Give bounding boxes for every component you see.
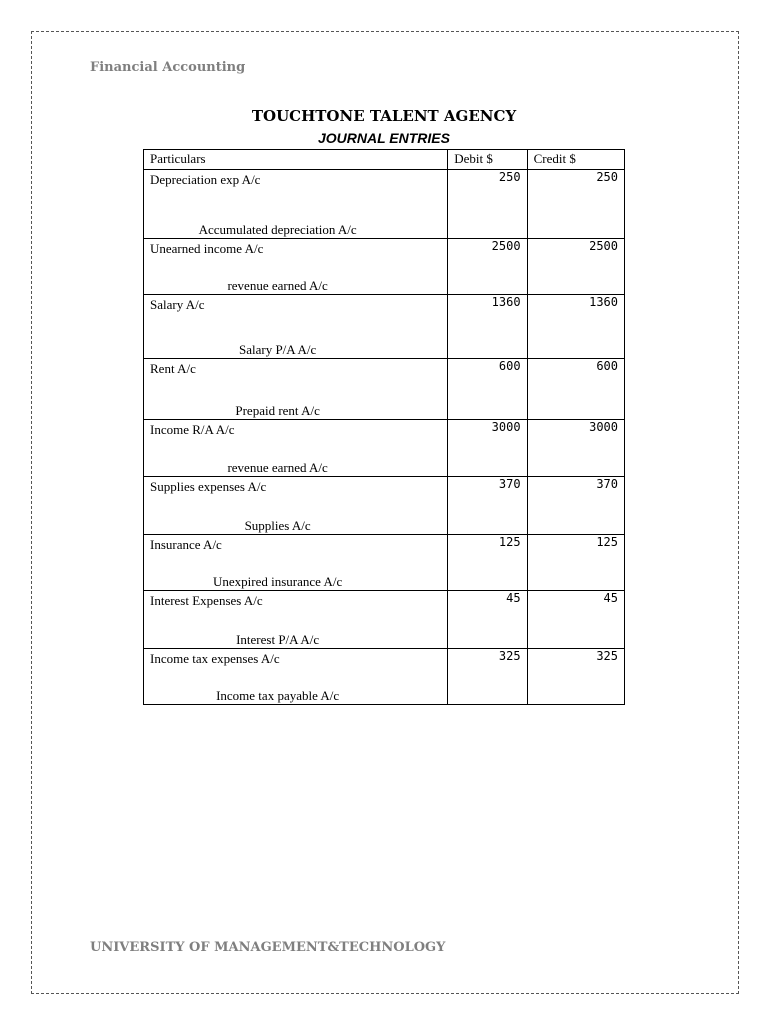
debit-amount: 370 [448, 477, 527, 535]
particulars-cell [144, 535, 448, 591]
document-subtitle: JOURNAL ENTRIES [318, 130, 450, 146]
credit-account: Unexpired insurance A/c [213, 574, 343, 589]
table-row [144, 591, 625, 649]
table-row [144, 359, 625, 420]
debit-amount: 250 [448, 170, 527, 239]
journal-entries-table [143, 149, 625, 705]
debit-account: Salary A/c [150, 297, 205, 312]
credit-amount: 125 [527, 535, 624, 591]
credit-account: Prepaid rent A/c [235, 403, 320, 418]
particulars-cell [144, 649, 448, 705]
credit-amount: 2500 [527, 239, 624, 295]
credit-account: Accumulated depreciation A/c [198, 222, 357, 237]
debit-account: Income tax expenses A/c [150, 651, 280, 666]
credit-amount: 250 [527, 170, 624, 239]
particulars-cell [144, 420, 448, 477]
running-header: Financial Accounting [90, 60, 246, 75]
debit-account: Interest Expenses A/c [150, 593, 263, 608]
debit-account: Insurance A/c [150, 537, 222, 552]
debit-amount: 325 [448, 649, 527, 705]
table-row [144, 535, 625, 591]
debit-account: Income R/A A/c [150, 422, 235, 437]
header-credit: Credit $ [527, 150, 624, 170]
table-row [144, 477, 625, 535]
table-row [144, 170, 625, 239]
particulars-cell [144, 239, 448, 295]
debit-amount: 600 [448, 359, 527, 420]
debit-amount: 2500 [448, 239, 527, 295]
running-footer: UNIVERSITY OF MANAGEMENT&TECHNOLOGY [90, 940, 446, 955]
credit-account: Salary P/A A/c [238, 342, 317, 357]
credit-amount: 3000 [527, 420, 624, 477]
header-debit: Debit $ [448, 150, 527, 170]
particulars-cell [144, 477, 448, 535]
credit-amount: 1360 [527, 295, 624, 359]
debit-account: Unearned income A/c [150, 241, 264, 256]
header-particulars: Particulars [144, 150, 448, 170]
document-title: TOUCHTONE TALENT AGENCY [251, 107, 517, 125]
debit-account: Depreciation exp A/c [150, 172, 261, 187]
particulars-cell [144, 359, 448, 420]
table-header-row [144, 150, 625, 170]
credit-account: Supplies A/c [244, 518, 311, 533]
credit-amount: 370 [527, 477, 624, 535]
debit-amount: 1360 [448, 295, 527, 359]
debit-account: Rent A/c [150, 361, 196, 376]
credit-amount: 45 [527, 591, 624, 649]
credit-account: Income tax payable A/c [216, 688, 340, 703]
debit-amount: 3000 [448, 420, 527, 477]
debit-account: Supplies expenses A/c [150, 479, 267, 494]
table-row [144, 239, 625, 295]
credit-account: revenue earned A/c [227, 460, 328, 475]
credit-account: Interest P/A A/c [236, 632, 320, 647]
table-row [144, 420, 625, 477]
debit-amount: 125 [448, 535, 527, 591]
credit-amount: 600 [527, 359, 624, 420]
credit-account: revenue earned A/c [227, 278, 328, 293]
credit-amount: 325 [527, 649, 624, 705]
table-row [144, 295, 625, 359]
table-row [144, 649, 625, 705]
particulars-cell [144, 295, 448, 359]
particulars-cell [144, 591, 448, 649]
particulars-cell [144, 170, 448, 239]
debit-amount: 45 [448, 591, 527, 649]
